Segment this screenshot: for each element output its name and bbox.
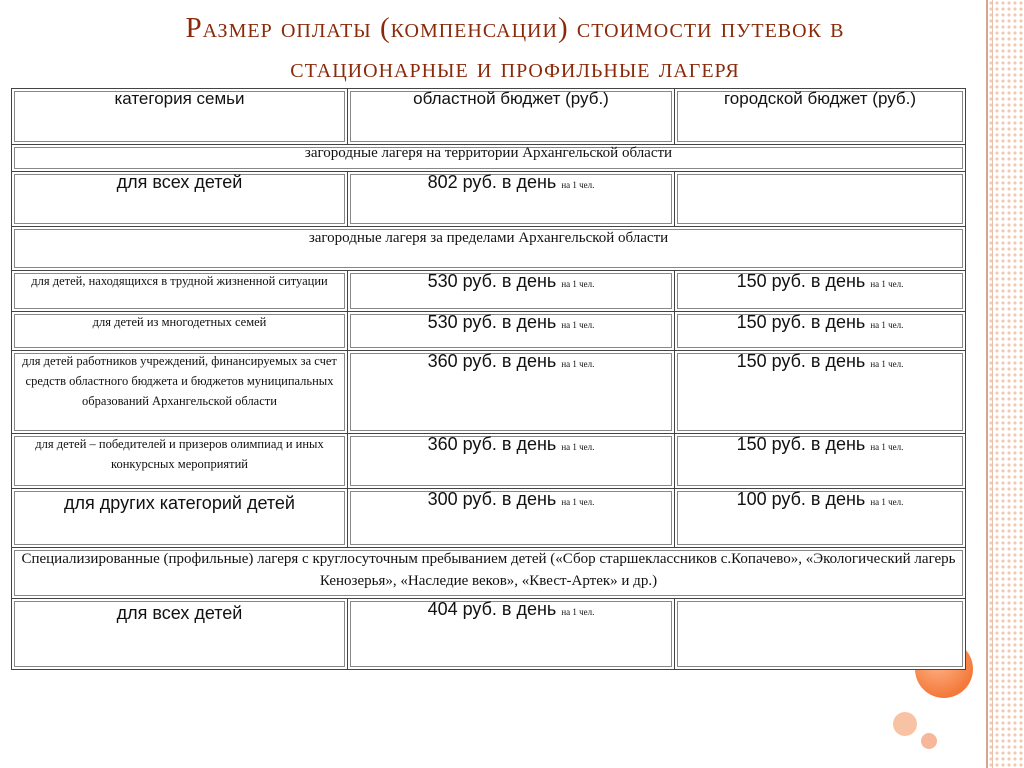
table-row: [12, 351, 966, 434]
cell-category: для детей работников учреждений, финансируемых за счет средств областного бюджета и бюджетов муниципальных образований Архангельской области: [12, 351, 348, 434]
cell-city: 150 руб. в день на 1 чел.: [675, 312, 966, 351]
title-line-1: Размер оплаты (компенсации) стоимости путевок в: [185, 12, 845, 44]
decorative-line: [986, 0, 988, 768]
cell-regional: 360 руб. в день на 1 чел.: [348, 434, 675, 489]
cell-regional: 300 руб. в день на 1 чел.: [348, 489, 675, 548]
table-row: [12, 312, 966, 351]
section-label: загородные лагеря за пределами Архангельской области: [12, 227, 966, 271]
payment-table: [11, 88, 966, 670]
cell-regional: 802 руб. в день на 1 чел.: [348, 172, 675, 227]
cell-city: 100 руб. в день на 1 чел.: [675, 489, 966, 548]
cell-regional: 404 руб. в день на 1 чел.: [348, 599, 675, 670]
cell-category: для детей из многодетных семей: [12, 312, 348, 351]
section-row: [12, 145, 966, 172]
table-row: [12, 489, 966, 548]
table-row: [12, 599, 966, 670]
cell-category: для детей, находящихся в трудной жизненной ситуации: [12, 271, 348, 312]
decorative-dots: [988, 0, 1024, 768]
header-category: категория семьи: [12, 89, 348, 145]
decorative-circle: [921, 733, 937, 749]
header-city: городской бюджет (руб.): [675, 89, 966, 145]
cell-category: для всех детей: [12, 172, 348, 227]
cell-category: для других категорий детей: [12, 489, 348, 548]
decorative-circle: [893, 712, 917, 736]
section-label: загородные лагеря на территории Архангельской области: [12, 145, 966, 172]
table-row: [12, 434, 966, 489]
table-header-row: [12, 89, 966, 145]
section-row: [12, 548, 966, 599]
cell-city: [675, 599, 966, 670]
page-title: [60, 8, 970, 88]
cell-regional: 360 руб. в день на 1 чел.: [348, 351, 675, 434]
decorative-line: [992, 0, 993, 768]
cell-category: для всех детей: [12, 599, 348, 670]
cell-city: 150 руб. в день на 1 чел.: [675, 434, 966, 489]
cell-city: 150 руб. в день на 1 чел.: [675, 351, 966, 434]
table-row: [12, 172, 966, 227]
section-row: [12, 227, 966, 271]
cell-category: для детей – победителей и призеров олимпиад и иных конкурсных мероприятий: [12, 434, 348, 489]
cell-regional: 530 руб. в день на 1 чел.: [348, 271, 675, 312]
header-regional: областной бюджет (руб.): [348, 89, 675, 145]
cell-city: 150 руб. в день на 1 чел.: [675, 271, 966, 312]
section-label: Специализированные (профильные) лагеря с круглосуточным пребыванием детей («Сбор старшеклассников с.Копачево», «Экологический лагерь Кенозерья», «Наследие веков», «Квест-Артек» и др.): [12, 548, 966, 599]
cell-city: [675, 172, 966, 227]
cell-regional: 530 руб. в день на 1 чел.: [348, 312, 675, 351]
table-row: [12, 271, 966, 312]
title-line-2: стационарные и профильные лагеря: [290, 52, 740, 84]
